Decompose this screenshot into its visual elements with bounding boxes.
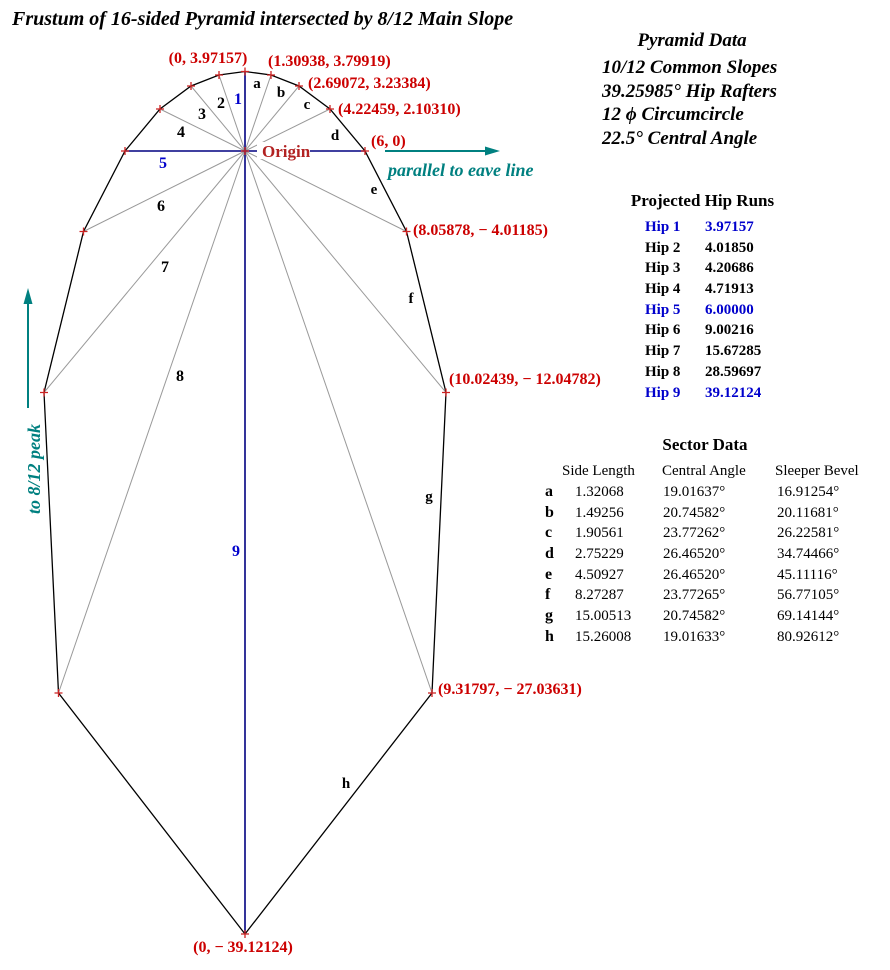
- sector-side-length: 2.75229: [575, 546, 624, 563]
- sector-row-letter: h: [545, 627, 554, 645]
- sector-row-letter: e: [545, 565, 553, 583]
- sector-letter-a: a: [253, 76, 261, 92]
- sector-row-letter: c: [545, 524, 553, 542]
- sector-letter-g: g: [425, 489, 433, 505]
- hip-run-value: 6.00000: [705, 301, 754, 318]
- hip-run-label: Hip 8: [645, 363, 681, 380]
- sector-letter-c: c: [303, 97, 311, 113]
- coordinate-label: (2.69072, 3.23384): [308, 75, 431, 92]
- hip-run-value: 4.01850: [705, 239, 754, 256]
- sector-sleeper-bevel: 34.74466°: [777, 546, 840, 563]
- hip-run-label: Hip 4: [645, 281, 681, 298]
- sector-row-letter: g: [545, 607, 553, 625]
- origin-label: Origin: [262, 142, 311, 161]
- sector-central-angle: 20.74582°: [663, 504, 726, 521]
- hip-run-label: Hip 7: [645, 343, 681, 360]
- sector-side-length: 1.32068: [575, 484, 624, 500]
- sector-sleeper-bevel: 26.22581°: [777, 525, 840, 542]
- hip-runs-table: [620, 217, 761, 403]
- sector-data-heading: Sector Data: [662, 435, 748, 454]
- sector-sleeper-bevel: 45.11116°: [777, 566, 838, 583]
- sector-sleeper-bevel: 20.11681°: [777, 504, 839, 521]
- sector-central-angle: 23.77265°: [663, 587, 726, 604]
- pyramid-data-line: 10/12 Common Slopes: [602, 57, 778, 78]
- sector-side-length: 15.26008: [575, 628, 632, 645]
- hip-number-8: 8: [176, 368, 184, 385]
- hip-run-label: Hip 6: [645, 322, 681, 339]
- hip-number-2: 2: [217, 95, 225, 112]
- sector-letter-e: e: [370, 182, 378, 198]
- pyramid-data-line: 22.5° Central Angle: [602, 127, 758, 149]
- hip-run-label: Hip 1: [645, 219, 681, 235]
- hip-run-label: Hip 5: [645, 301, 681, 318]
- eave-arrowhead-icon: [485, 147, 500, 156]
- sector-side-length: 15.00513: [575, 608, 632, 625]
- sector-data-panel: [545, 435, 890, 655]
- sector-row: [545, 606, 890, 627]
- hip-run-row: [620, 300, 761, 321]
- sector-sleeper-bevel: 80.92612°: [777, 628, 840, 645]
- sector-letter-h: h: [341, 776, 351, 792]
- hip-run-value: 4.20686: [705, 260, 754, 277]
- pyramid-data-heading: Pyramid Data: [637, 30, 747, 51]
- sector-sleeper-bevel: 56.77105°: [777, 587, 840, 604]
- coordinate-label: (0, − 39.12124): [193, 939, 293, 956]
- coordinate-label: (9.31797, − 27.03631): [438, 681, 582, 698]
- hip-number-4: 4: [177, 124, 185, 141]
- pyramid-data-panel: [602, 30, 802, 150]
- sector-side-length: 4.50927: [575, 566, 624, 583]
- hip-run-row: [620, 362, 761, 383]
- sector-data-column-headers: [545, 463, 890, 484]
- eave-arrow-label: parallel to eave line: [388, 160, 534, 180]
- hip-run-value: 39.12124: [705, 384, 762, 401]
- hip-number-6: 6: [157, 198, 165, 215]
- sector-row: [545, 503, 890, 524]
- hip-number-3: 3: [198, 106, 206, 123]
- hip-run-row: [620, 238, 761, 259]
- sector-row-letter: f: [545, 586, 551, 604]
- sector-row: [545, 523, 890, 544]
- pyramid-data-line: 12 ϕ Circumcircle: [602, 104, 744, 125]
- sector-sleeper-bevel: 16.91254°: [777, 484, 840, 500]
- coordinate-label: (0, 3.97157): [168, 50, 248, 67]
- hip-run-row: [620, 258, 761, 279]
- sector-central-angle: 19.01633°: [663, 628, 726, 645]
- sector-letter-labels: [253, 76, 433, 792]
- hip-number-5: 5: [159, 155, 167, 172]
- hip-runs-heading: Projected Hip Runs: [630, 191, 775, 210]
- sector-central-angle: 20.74582°: [663, 608, 726, 625]
- coordinate-label: (8.05878, − 4.01185): [413, 222, 548, 239]
- hip-run-row: [620, 279, 761, 300]
- coordinate-label: (4.22459, 2.10310): [338, 101, 461, 118]
- sector-sleeper-bevel: 69.14144°: [777, 608, 840, 625]
- sector-row-letter: b: [545, 503, 554, 521]
- hip-number-labels: [157, 91, 242, 560]
- peak-arrow-label: to 8/12 peak: [24, 424, 44, 514]
- hip-run-value: 3.97157: [705, 219, 754, 235]
- sector-letter-d: d: [330, 128, 340, 144]
- hip-run-value: 4.71913: [705, 281, 754, 298]
- sector-side-length: 8.27287: [575, 587, 624, 604]
- hip-run-label: Hip 2: [645, 239, 681, 256]
- sector-central-angle: 19.01637°: [663, 484, 726, 500]
- sector-row: [545, 627, 890, 648]
- peak-arrow: [24, 288, 33, 408]
- hip-run-label: Hip 3: [645, 260, 681, 277]
- sector-letter-b: b: [276, 85, 286, 101]
- hip-run-row: [620, 383, 761, 404]
- coordinate-label: (6, 0): [371, 133, 406, 150]
- hip-run-row: [620, 217, 761, 238]
- sector-row: [545, 565, 890, 586]
- hip-number-1: 1: [234, 91, 242, 108]
- peak-arrowhead-icon: [24, 288, 33, 304]
- sector-central-angle: 26.46520°: [663, 566, 726, 583]
- sector-central-angle: 23.77262°: [663, 525, 726, 542]
- page-title: Frustum of 16-sided Pyramid intersected by 8/12 Main Slope: [12, 8, 514, 30]
- hip-run-value: 28.59697: [705, 363, 762, 380]
- sector-row: [545, 482, 890, 503]
- sector-row: [545, 585, 890, 606]
- sector-data-table: [545, 482, 890, 648]
- sector-letter-f: f: [408, 291, 414, 307]
- sector-side-length: 1.49256: [575, 504, 624, 521]
- column-header-central-angle: Central Angle: [662, 463, 746, 479]
- hip-run-value: 9.00216: [705, 322, 754, 339]
- hip-number-9: 9: [232, 543, 240, 560]
- sector-row: [545, 544, 890, 565]
- sector-central-angle: 26.46520°: [663, 546, 726, 563]
- hip-run-value: 15.67285: [705, 343, 762, 360]
- coordinate-label: (10.02439, − 12.04782): [449, 371, 601, 388]
- hip-number-7: 7: [161, 259, 169, 276]
- hip-run-row: [620, 341, 761, 362]
- sector-row-letter: a: [545, 483, 553, 500]
- coordinate-label: (1.30938, 3.79919): [268, 53, 391, 70]
- hip-run-row: [620, 320, 761, 341]
- column-header-sleeper-bevel: Sleeper Bevel: [775, 463, 859, 479]
- pyramid-data-line: 39.25985° Hip Rafters: [602, 80, 777, 102]
- column-header-side-length: Side Length: [562, 463, 635, 479]
- sector-side-length: 1.90561: [575, 525, 624, 542]
- hip-run-label: Hip 9: [645, 384, 681, 401]
- sector-row-letter: d: [545, 545, 554, 563]
